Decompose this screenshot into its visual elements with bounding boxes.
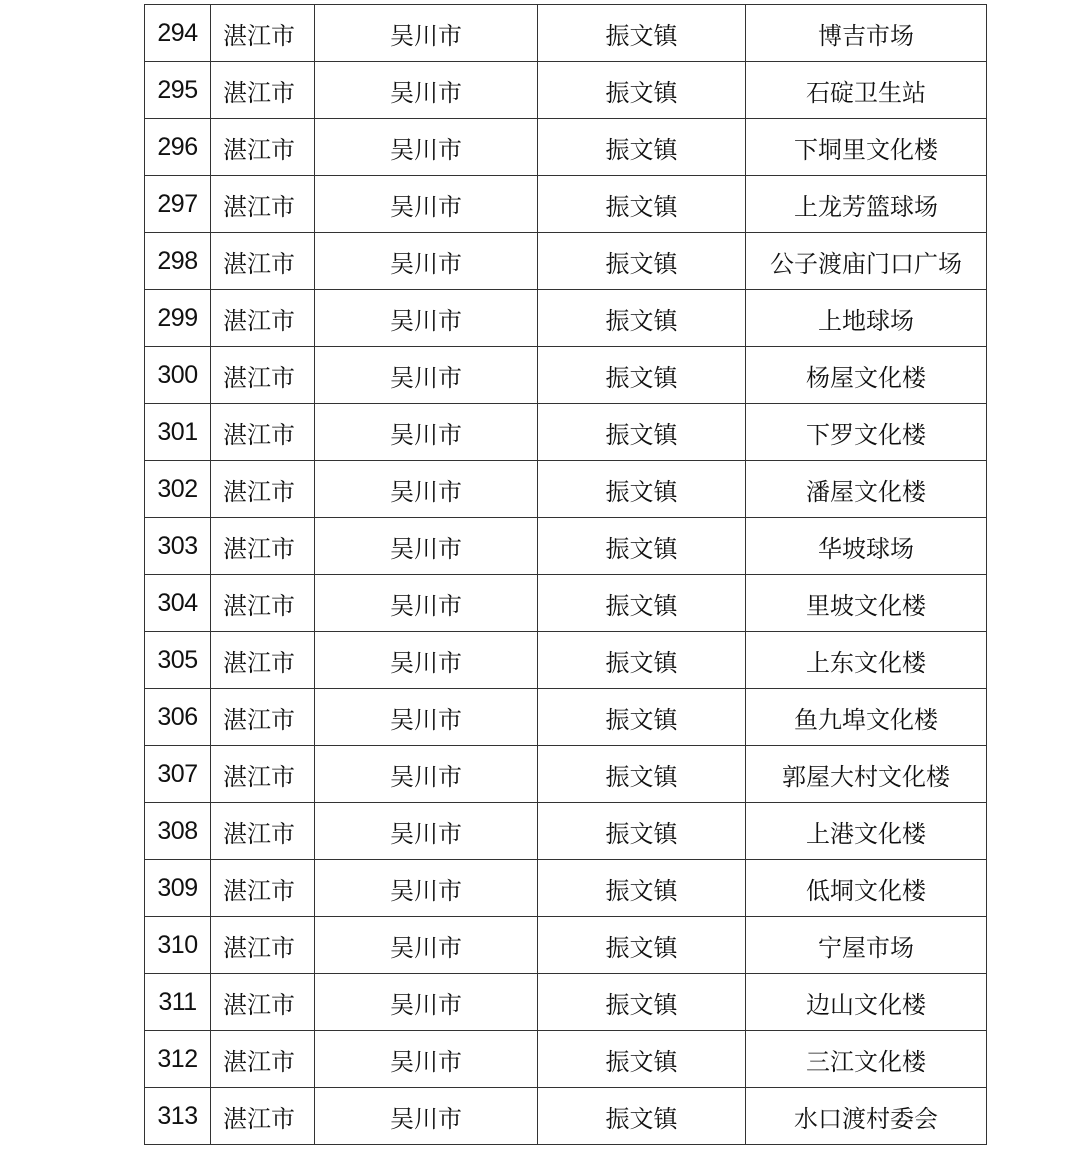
city-cell: 湛江市	[211, 860, 315, 917]
row-number: 303	[145, 518, 211, 575]
town-cell: 振文镇	[538, 974, 746, 1031]
town-cell: 振文镇	[538, 746, 746, 803]
county-cell: 吴川市	[315, 119, 538, 176]
place-cell: 上港文化楼	[746, 803, 987, 860]
county-cell: 吴川市	[315, 290, 538, 347]
place-cell: 杨屋文化楼	[746, 347, 987, 404]
city-cell: 湛江市	[211, 1088, 315, 1145]
town-cell: 振文镇	[538, 119, 746, 176]
city-cell: 湛江市	[211, 632, 315, 689]
city-cell: 湛江市	[211, 5, 315, 62]
city-cell: 湛江市	[211, 176, 315, 233]
city-cell: 湛江市	[211, 746, 315, 803]
row-number: 312	[145, 1031, 211, 1088]
row-number: 302	[145, 461, 211, 518]
table-row	[145, 119, 987, 176]
city-cell: 湛江市	[211, 689, 315, 746]
place-cell: 下罗文化楼	[746, 404, 987, 461]
town-cell: 振文镇	[538, 1088, 746, 1145]
town-cell: 振文镇	[538, 518, 746, 575]
place-cell: 石碇卫生站	[746, 62, 987, 119]
place-cell: 上东文化楼	[746, 632, 987, 689]
town-cell: 振文镇	[538, 347, 746, 404]
town-cell: 振文镇	[538, 860, 746, 917]
county-cell: 吴川市	[315, 1031, 538, 1088]
row-number: 298	[145, 233, 211, 290]
table-row	[145, 176, 987, 233]
row-number: 301	[145, 404, 211, 461]
county-cell: 吴川市	[315, 575, 538, 632]
county-cell: 吴川市	[315, 860, 538, 917]
place-cell: 水口渡村委会	[746, 1088, 987, 1145]
table-row	[145, 62, 987, 119]
place-cell: 公子渡庙门口广场	[746, 233, 987, 290]
city-cell: 湛江市	[211, 290, 315, 347]
town-cell: 振文镇	[538, 176, 746, 233]
place-cell: 上龙芳篮球场	[746, 176, 987, 233]
town-cell: 振文镇	[538, 461, 746, 518]
place-cell: 上地球场	[746, 290, 987, 347]
table-row	[145, 803, 987, 860]
place-cell: 三江文化楼	[746, 1031, 987, 1088]
place-cell: 里坡文化楼	[746, 575, 987, 632]
town-cell: 振文镇	[538, 404, 746, 461]
county-cell: 吴川市	[315, 689, 538, 746]
town-cell: 振文镇	[538, 5, 746, 62]
city-cell: 湛江市	[211, 347, 315, 404]
table-row	[145, 860, 987, 917]
row-number: 296	[145, 119, 211, 176]
row-number: 308	[145, 803, 211, 860]
place-cell: 宁屋市场	[746, 917, 987, 974]
town-cell: 振文镇	[538, 689, 746, 746]
town-cell: 振文镇	[538, 632, 746, 689]
row-number: 300	[145, 347, 211, 404]
county-cell: 吴川市	[315, 62, 538, 119]
place-cell: 下垌里文化楼	[746, 119, 987, 176]
table-row	[145, 518, 987, 575]
city-cell: 湛江市	[211, 974, 315, 1031]
city-cell: 湛江市	[211, 803, 315, 860]
town-cell: 振文镇	[538, 575, 746, 632]
city-cell: 湛江市	[211, 575, 315, 632]
place-cell: 郭屋大村文化楼	[746, 746, 987, 803]
place-cell: 鱼九埠文化楼	[746, 689, 987, 746]
location-table	[144, 4, 987, 1145]
town-cell: 振文镇	[538, 290, 746, 347]
place-cell: 博吉市场	[746, 5, 987, 62]
table-row	[145, 461, 987, 518]
county-cell: 吴川市	[315, 518, 538, 575]
row-number: 309	[145, 860, 211, 917]
city-cell: 湛江市	[211, 461, 315, 518]
table-row	[145, 233, 987, 290]
town-cell: 振文镇	[538, 917, 746, 974]
row-number: 295	[145, 62, 211, 119]
location-table-container	[144, 4, 986, 1145]
table-body	[145, 5, 987, 1145]
county-cell: 吴川市	[315, 917, 538, 974]
row-number: 307	[145, 746, 211, 803]
town-cell: 振文镇	[538, 233, 746, 290]
table-row	[145, 575, 987, 632]
table-row	[145, 5, 987, 62]
town-cell: 振文镇	[538, 62, 746, 119]
row-number: 299	[145, 290, 211, 347]
city-cell: 湛江市	[211, 518, 315, 575]
row-number: 311	[145, 974, 211, 1031]
county-cell: 吴川市	[315, 803, 538, 860]
county-cell: 吴川市	[315, 176, 538, 233]
table-row	[145, 917, 987, 974]
city-cell: 湛江市	[211, 233, 315, 290]
place-cell: 华坡球场	[746, 518, 987, 575]
city-cell: 湛江市	[211, 62, 315, 119]
town-cell: 振文镇	[538, 803, 746, 860]
table-row	[145, 974, 987, 1031]
table-row	[145, 632, 987, 689]
town-cell: 振文镇	[538, 1031, 746, 1088]
table-row	[145, 689, 987, 746]
city-cell: 湛江市	[211, 1031, 315, 1088]
county-cell: 吴川市	[315, 233, 538, 290]
city-cell: 湛江市	[211, 404, 315, 461]
row-number: 297	[145, 176, 211, 233]
row-number: 294	[145, 5, 211, 62]
table-row	[145, 404, 987, 461]
county-cell: 吴川市	[315, 461, 538, 518]
row-number: 313	[145, 1088, 211, 1145]
county-cell: 吴川市	[315, 974, 538, 1031]
county-cell: 吴川市	[315, 632, 538, 689]
place-cell: 边山文化楼	[746, 974, 987, 1031]
table-row	[145, 1088, 987, 1145]
county-cell: 吴川市	[315, 5, 538, 62]
table-row	[145, 1031, 987, 1088]
county-cell: 吴川市	[315, 404, 538, 461]
table-row	[145, 290, 987, 347]
table-row	[145, 347, 987, 404]
row-number: 310	[145, 917, 211, 974]
row-number: 306	[145, 689, 211, 746]
place-cell: 潘屋文化楼	[746, 461, 987, 518]
city-cell: 湛江市	[211, 917, 315, 974]
table-row	[145, 746, 987, 803]
county-cell: 吴川市	[315, 1088, 538, 1145]
place-cell: 低垌文化楼	[746, 860, 987, 917]
row-number: 305	[145, 632, 211, 689]
county-cell: 吴川市	[315, 746, 538, 803]
county-cell: 吴川市	[315, 347, 538, 404]
row-number: 304	[145, 575, 211, 632]
city-cell: 湛江市	[211, 119, 315, 176]
